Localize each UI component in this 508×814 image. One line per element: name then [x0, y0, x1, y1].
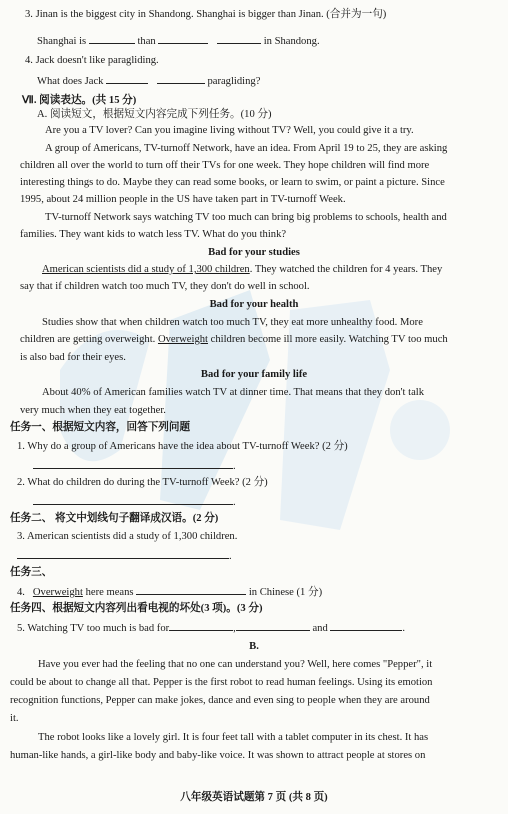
part-b-para-1-line-1: Have you ever had the feeling that no one can understand you? Well, here comes "Pepper", it	[38, 659, 433, 670]
task-q4	[17, 584, 508, 599]
q4-overweight: Overweight	[32, 587, 83, 598]
q5-comma: ,	[233, 623, 236, 634]
health-line-3: is also bad for their eyes.	[20, 352, 126, 363]
task-4-heading: 任务四、根据短文内容列出看电视的坏处(3 项)。(3 分)	[10, 603, 263, 614]
article-para-1: Are you a TV lover? Can you imagine living without TV? Well, you could give it a try.	[45, 125, 414, 136]
q3-answer-line	[37, 33, 508, 48]
q3-translation-line	[17, 548, 508, 563]
page-footer: 八年级英语试题第 7 页 (共 8 页)	[180, 792, 328, 803]
task-q3: 3. American scientists did a study of 1,300 children.	[17, 531, 238, 542]
q3-blank-1[interactable]	[89, 33, 135, 44]
q4-answer-line	[37, 73, 508, 88]
q4-answer-blank[interactable]	[136, 584, 246, 595]
part-b-para-1-line-2: could be about to change all that. Pepper is the first robot to read human feelings. Using its emotion	[10, 677, 433, 688]
underlined-sentence: American scientists did a study of 1,300 children	[42, 264, 250, 275]
q2-answer-blank[interactable]	[33, 494, 233, 505]
q4-stem: 4. Jack doesn't like paragliding.	[25, 55, 159, 66]
task-q2: 2. What do children do during the TV-turnoff Week? (2 分)	[17, 477, 268, 488]
heading-health: Bad for your health	[209, 299, 299, 310]
part-b-para-2-line-1: The robot looks like a lovely girl. It is four feet tall with a tablet computer in its chest. It has	[38, 732, 429, 743]
q4-mid: here means	[85, 587, 134, 598]
q3-part3: in Shandong.	[263, 36, 320, 47]
overweight-underlined: Overweight	[157, 334, 208, 345]
task-2-heading: 任务二、 将文中划线句子翻译成汉语。(2 分)	[10, 513, 219, 524]
q1-answer-line	[33, 458, 508, 473]
q1-answer-blank[interactable]	[33, 458, 233, 469]
q5-blank-3[interactable]	[330, 620, 402, 631]
section-heading: Ⅶ. 阅读表达。(共 15 分)	[22, 95, 137, 106]
task-3-heading: 任务三、	[10, 567, 53, 578]
article-para-2-line-1: A group of Americans, TV-turnoff Network, have an idea. From April 19 to 25, they are asking	[45, 143, 448, 154]
article-para-2-line-3: interesting things to do. Maybe they can read some books, or learn to swim, or paint a picture. Since	[20, 177, 445, 188]
q2-answer-line	[33, 494, 508, 509]
q3-translation-blank[interactable]	[17, 548, 229, 559]
article-para-3-line-2: families. They want kids to watch less TV. What do you think?	[20, 229, 287, 240]
q5-blank-1[interactable]	[169, 620, 233, 631]
q5-and: and	[312, 623, 328, 634]
heading-studies: Bad for your studies	[208, 247, 300, 258]
family-line-2: very much when they eat together.	[20, 405, 166, 416]
q3-blank-2[interactable]	[158, 33, 208, 44]
q3-period: .	[229, 551, 232, 562]
q5-period: .	[402, 623, 406, 634]
q4-blank-1[interactable]	[106, 73, 148, 84]
part-b-para-2-line-2: human-like hands, a girl-like body and baby-like voice. It was shown to attract people at stores on	[10, 750, 426, 761]
part-b-para-1-line-4: it.	[10, 713, 19, 724]
q3-blank-3[interactable]	[217, 33, 261, 44]
q4-part1: What does Jack	[37, 76, 104, 87]
part-b-para-1-line-3: recognition functions, Pepper can make jokes, dance and even sing to people when they are around	[10, 695, 430, 706]
article-para-2-line-4: 1995, about 24 million people in the US have taken part in TV-turnoff Week.	[20, 194, 346, 205]
q1-period: .	[233, 461, 236, 472]
q2-period: .	[233, 497, 236, 508]
task-1-heading: 任务一、根据短文内容，回答下列问题	[10, 422, 191, 433]
q4-number: 4.	[17, 587, 25, 598]
q3-stem: 3. Jinan is the biggest city in Shandong. Shanghai is bigger than Jinan. (合并为一句)	[25, 9, 387, 20]
q4-blank-2[interactable]	[157, 73, 205, 84]
q4-part2: paragliding?	[207, 76, 261, 87]
health-line-2-pre: children are getting overweight.	[20, 334, 158, 345]
health-line-2	[20, 333, 508, 346]
task-q1: 1. Why do a group of Americans have the idea about TV-turnoff Week? (2 分)	[17, 441, 348, 452]
q5-prefix: 5. Watching TV too much is bad for	[17, 623, 170, 634]
studies-line-2: say that if children watch too much TV, they don't do well in school.	[20, 281, 310, 292]
task-q5	[17, 620, 508, 635]
family-line-1: About 40% of American families watch TV at dinner time. That means that they don't talk	[42, 387, 425, 398]
part-b-label: B.	[249, 641, 259, 652]
article-para-2-line-2: children all over the world to turn off their TVs for one week. They hope children will find more	[20, 160, 430, 171]
health-line-1: Studies show that when children watch too much TV, they eat more unhealthy food. More	[42, 317, 423, 328]
q5-blank-2[interactable]	[236, 620, 310, 631]
health-line-2-post: children become ill more easily. Watching TV too much	[207, 334, 448, 345]
q4-end: in Chinese (1 分)	[248, 587, 323, 598]
part-a-instruction: A. 阅读短文，根据短文内容完成下列任务。(10 分)	[37, 109, 272, 120]
heading-family: Bad for your family life	[200, 369, 308, 380]
studies-line-1	[42, 263, 508, 276]
article-para-3-line-1: TV-turnoff Network says watching TV too much can bring big problems to schools, health and	[45, 212, 447, 223]
studies-line-1-rest: . They watched the children for 4 years. They	[249, 264, 443, 275]
q3-part2: than	[137, 36, 156, 47]
q3-part1: Shanghai is	[37, 36, 87, 47]
